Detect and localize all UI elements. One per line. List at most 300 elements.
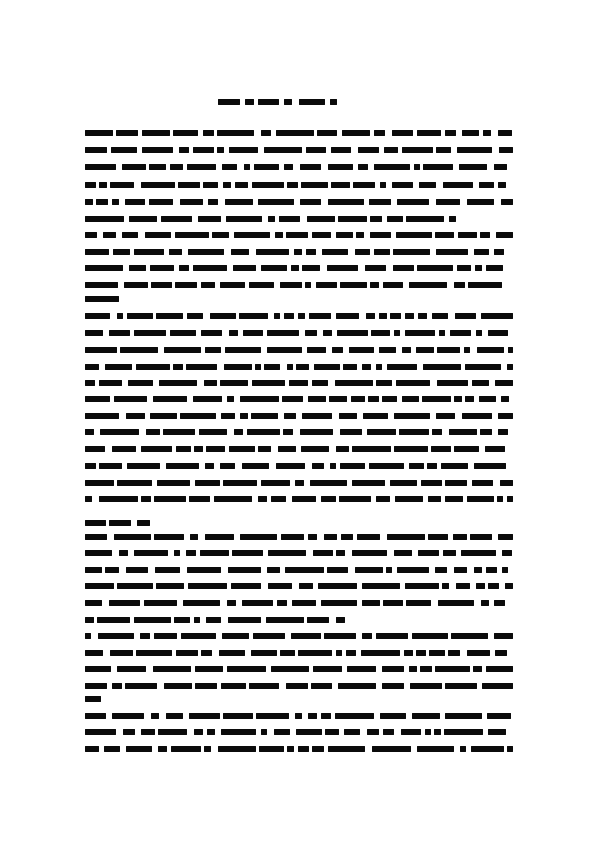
word-block xyxy=(180,413,216,419)
word-block xyxy=(438,600,474,606)
text-line xyxy=(0,583,595,589)
word-block xyxy=(376,633,408,639)
word-block xyxy=(296,729,322,735)
word-block xyxy=(195,683,217,689)
word-block xyxy=(479,396,496,402)
word-block xyxy=(445,496,463,502)
word-block xyxy=(254,164,279,170)
word-block xyxy=(418,313,427,319)
word-block xyxy=(352,480,385,486)
word-block xyxy=(431,446,451,452)
word-block xyxy=(117,480,152,486)
word-block xyxy=(307,617,329,623)
word-block xyxy=(205,347,221,353)
word-block xyxy=(396,232,432,238)
word-block xyxy=(234,232,270,238)
word-block xyxy=(150,413,177,419)
word-block xyxy=(474,249,489,255)
word-block xyxy=(453,534,467,540)
word-block xyxy=(421,480,442,486)
word-block xyxy=(136,650,172,656)
word-block xyxy=(85,696,101,702)
word-block xyxy=(470,534,492,540)
word-block xyxy=(286,683,308,689)
word-block xyxy=(307,347,326,353)
word-block xyxy=(124,282,148,288)
word-block xyxy=(374,130,385,136)
word-block xyxy=(365,265,386,271)
word-block xyxy=(392,130,413,136)
word-block xyxy=(220,282,245,288)
word-block xyxy=(458,232,477,238)
word-block xyxy=(113,249,130,255)
word-block xyxy=(85,130,113,136)
word-block xyxy=(380,182,386,188)
word-block xyxy=(85,413,119,419)
word-block xyxy=(488,583,499,589)
word-block xyxy=(276,130,314,136)
word-block xyxy=(181,633,216,639)
word-block xyxy=(187,567,221,573)
word-block xyxy=(258,99,279,105)
word-block xyxy=(85,534,107,540)
word-block xyxy=(227,666,266,672)
word-block xyxy=(271,496,286,502)
text-line xyxy=(0,520,595,526)
word-block xyxy=(258,496,267,502)
word-block xyxy=(298,650,332,656)
word-block xyxy=(85,249,109,255)
word-block xyxy=(305,282,311,288)
word-block xyxy=(464,347,470,353)
word-block xyxy=(100,429,139,435)
word-block xyxy=(356,232,364,238)
word-block xyxy=(445,130,456,136)
word-block xyxy=(85,282,118,288)
word-block xyxy=(397,567,429,573)
word-block xyxy=(353,182,375,188)
word-block xyxy=(256,249,289,255)
word-block xyxy=(141,496,151,502)
word-block xyxy=(282,396,303,402)
text-line xyxy=(0,130,595,136)
word-block xyxy=(222,164,237,170)
word-block xyxy=(153,396,187,402)
word-block xyxy=(472,480,493,486)
text-line xyxy=(0,683,595,689)
word-block xyxy=(146,429,160,435)
text-line xyxy=(0,463,595,469)
word-block xyxy=(85,683,107,689)
word-block xyxy=(498,130,512,136)
word-block xyxy=(363,413,388,419)
word-block xyxy=(392,182,413,188)
word-block xyxy=(336,650,342,656)
word-block xyxy=(457,265,471,271)
word-block xyxy=(459,164,487,170)
word-block xyxy=(134,249,164,255)
word-block xyxy=(362,364,371,370)
word-block xyxy=(223,713,253,719)
word-block xyxy=(494,600,505,606)
word-block xyxy=(367,729,379,735)
word-block xyxy=(193,147,214,153)
word-block xyxy=(435,567,447,573)
text-line xyxy=(0,567,595,573)
word-block xyxy=(199,429,227,435)
word-block xyxy=(475,265,482,271)
word-block xyxy=(369,463,404,469)
word-block xyxy=(307,216,335,222)
word-block xyxy=(194,446,203,452)
word-block xyxy=(355,567,383,573)
text-line xyxy=(0,666,595,672)
word-block xyxy=(229,147,258,153)
word-block xyxy=(85,396,110,402)
word-block xyxy=(409,282,447,288)
word-block xyxy=(371,330,390,336)
word-block xyxy=(387,534,425,540)
word-block xyxy=(412,633,448,639)
word-block xyxy=(174,550,180,556)
text-line xyxy=(0,413,595,419)
word-block xyxy=(335,713,374,719)
word-block xyxy=(126,567,148,573)
word-block xyxy=(149,199,173,205)
word-block xyxy=(242,463,269,469)
word-block xyxy=(443,550,456,556)
word-block xyxy=(370,216,382,222)
word-block xyxy=(450,330,471,336)
word-block xyxy=(361,650,400,656)
word-block xyxy=(289,380,308,386)
word-block xyxy=(472,380,489,386)
word-block xyxy=(221,413,235,419)
word-block xyxy=(251,650,277,656)
word-block xyxy=(283,429,293,435)
word-block xyxy=(501,396,509,402)
word-block xyxy=(239,313,268,319)
word-block xyxy=(245,99,254,105)
word-block xyxy=(436,147,451,153)
word-block xyxy=(436,249,468,255)
word-block xyxy=(120,347,158,353)
word-block xyxy=(204,746,211,752)
word-block xyxy=(362,633,372,639)
word-block xyxy=(188,583,227,589)
word-block xyxy=(112,683,122,689)
word-block xyxy=(125,683,157,689)
word-block xyxy=(341,534,353,540)
word-block xyxy=(439,330,445,336)
word-block xyxy=(445,713,482,719)
text-line xyxy=(0,696,595,702)
word-block xyxy=(394,330,400,336)
word-block xyxy=(474,567,482,573)
word-block xyxy=(240,534,277,540)
word-block xyxy=(352,446,391,452)
word-block xyxy=(454,567,467,573)
word-block xyxy=(277,600,287,606)
word-block xyxy=(329,396,347,402)
word-block xyxy=(287,364,293,370)
word-block xyxy=(486,265,503,271)
word-block xyxy=(225,347,261,353)
text-line xyxy=(0,313,595,319)
word-block xyxy=(308,713,317,719)
word-block xyxy=(410,683,442,689)
word-block xyxy=(158,746,167,752)
word-block xyxy=(122,164,146,170)
word-block xyxy=(445,480,467,486)
word-block xyxy=(332,347,343,353)
word-block xyxy=(85,313,110,319)
word-block xyxy=(396,380,430,386)
word-block xyxy=(85,265,123,271)
word-block xyxy=(151,713,159,719)
word-block xyxy=(488,330,508,336)
word-block xyxy=(486,567,497,573)
word-block xyxy=(210,313,236,319)
word-block xyxy=(98,633,134,639)
word-block xyxy=(127,463,160,469)
word-block xyxy=(85,650,103,656)
word-block xyxy=(193,396,222,402)
word-block xyxy=(233,265,256,271)
word-block xyxy=(141,729,155,735)
word-block xyxy=(362,600,380,606)
word-block xyxy=(298,313,305,319)
word-block xyxy=(157,480,190,486)
word-block xyxy=(336,313,359,319)
word-block xyxy=(409,463,424,469)
word-block xyxy=(251,413,278,419)
word-block xyxy=(436,413,455,419)
word-block xyxy=(308,534,317,540)
word-block xyxy=(117,583,153,589)
word-block xyxy=(302,413,332,419)
word-block xyxy=(161,216,192,222)
text-line xyxy=(0,380,595,386)
word-block xyxy=(255,364,261,370)
word-block xyxy=(122,232,138,238)
word-block xyxy=(85,567,102,573)
word-block xyxy=(336,446,349,452)
word-block xyxy=(231,583,261,589)
word-block xyxy=(212,232,229,238)
word-block xyxy=(309,313,331,319)
text-line xyxy=(0,232,595,238)
word-block xyxy=(301,446,329,452)
word-block xyxy=(494,633,513,639)
word-block xyxy=(112,713,144,719)
word-block xyxy=(109,520,131,526)
word-block xyxy=(126,413,145,419)
word-block xyxy=(314,364,340,370)
word-block xyxy=(308,396,326,402)
word-block xyxy=(296,364,309,370)
word-block xyxy=(116,130,138,136)
text-line xyxy=(0,534,595,540)
text-line xyxy=(0,330,595,336)
word-block xyxy=(347,666,376,672)
text-line xyxy=(0,550,595,556)
word-block xyxy=(336,232,353,238)
word-block xyxy=(418,550,439,556)
word-block xyxy=(159,380,197,386)
word-block xyxy=(404,650,413,656)
word-block xyxy=(292,600,316,606)
word-block xyxy=(302,265,320,271)
word-block xyxy=(205,463,214,469)
word-block xyxy=(126,746,152,752)
word-block xyxy=(467,199,494,205)
word-block xyxy=(151,282,172,288)
word-block xyxy=(163,429,195,435)
word-block xyxy=(136,364,170,370)
text-line xyxy=(0,199,595,205)
text-line xyxy=(0,446,595,452)
word-block xyxy=(336,550,345,556)
word-block xyxy=(397,199,429,205)
word-block xyxy=(402,396,419,402)
word-block xyxy=(507,364,513,370)
word-block xyxy=(156,313,183,319)
word-block xyxy=(476,583,485,589)
word-block xyxy=(393,265,414,271)
word-block xyxy=(187,313,203,319)
word-block xyxy=(330,463,336,469)
word-block xyxy=(401,729,421,735)
word-block xyxy=(221,729,256,735)
text-line xyxy=(0,296,595,302)
text-line xyxy=(0,617,595,623)
word-block xyxy=(105,364,132,370)
word-block xyxy=(141,446,172,452)
word-block xyxy=(501,199,513,205)
word-block xyxy=(299,583,313,589)
word-block xyxy=(99,496,138,502)
word-block xyxy=(362,583,400,589)
word-block xyxy=(486,666,513,672)
word-block xyxy=(488,729,506,735)
word-block xyxy=(498,413,513,419)
word-block xyxy=(443,182,473,188)
word-block xyxy=(330,99,337,105)
word-block xyxy=(174,617,190,623)
word-block xyxy=(200,550,229,556)
word-block xyxy=(259,746,284,752)
word-block xyxy=(198,216,221,222)
word-block xyxy=(429,650,445,656)
word-block xyxy=(252,380,285,386)
word-block xyxy=(442,583,449,589)
word-block xyxy=(281,534,304,540)
word-block xyxy=(441,463,468,469)
word-block xyxy=(99,380,122,386)
word-block xyxy=(154,534,184,540)
word-block xyxy=(171,746,201,752)
word-block xyxy=(336,617,345,623)
word-block xyxy=(206,617,221,623)
word-block xyxy=(243,330,263,336)
word-block xyxy=(258,446,271,452)
word-block xyxy=(428,496,441,502)
word-block xyxy=(240,413,248,419)
word-block xyxy=(473,666,482,672)
word-block xyxy=(252,182,284,188)
word-block xyxy=(370,232,391,238)
word-block xyxy=(295,713,302,719)
word-block xyxy=(99,182,107,188)
word-block xyxy=(166,463,199,469)
word-block xyxy=(324,534,337,540)
word-block xyxy=(322,249,348,255)
word-block xyxy=(268,583,292,589)
word-block xyxy=(187,164,216,170)
word-block xyxy=(406,216,444,222)
word-block xyxy=(274,729,290,735)
word-block xyxy=(306,147,326,153)
word-block xyxy=(349,347,374,353)
word-block xyxy=(85,199,93,205)
text-line xyxy=(0,182,595,188)
word-block xyxy=(339,413,357,419)
word-block xyxy=(327,265,358,271)
word-block xyxy=(85,347,117,353)
text-line xyxy=(0,480,595,486)
word-block xyxy=(387,216,403,222)
word-block xyxy=(376,364,382,370)
word-block xyxy=(186,550,196,556)
word-block xyxy=(298,746,309,752)
word-block xyxy=(454,396,462,402)
word-block xyxy=(285,567,324,573)
word-block xyxy=(201,330,222,336)
word-block xyxy=(201,650,212,656)
word-block xyxy=(480,232,490,238)
word-block xyxy=(382,396,397,402)
word-block xyxy=(355,249,370,255)
word-block xyxy=(195,480,220,486)
word-block xyxy=(423,364,461,370)
word-block xyxy=(383,729,394,735)
word-block xyxy=(499,147,513,153)
word-block xyxy=(232,550,263,556)
word-block xyxy=(508,347,513,353)
word-block xyxy=(231,249,249,255)
word-block xyxy=(145,232,171,238)
word-block xyxy=(179,147,189,153)
word-block xyxy=(218,99,240,105)
word-block xyxy=(267,330,299,336)
word-block xyxy=(218,746,256,752)
word-block xyxy=(445,683,477,689)
word-block xyxy=(481,600,489,606)
word-block xyxy=(96,199,108,205)
word-block xyxy=(154,633,177,639)
text-line xyxy=(0,746,595,752)
word-block xyxy=(382,683,404,689)
word-block xyxy=(417,130,441,136)
word-block xyxy=(449,216,456,222)
word-block xyxy=(427,463,437,469)
text-line xyxy=(0,147,595,153)
word-block xyxy=(346,650,356,656)
word-block xyxy=(457,147,492,153)
word-block xyxy=(444,729,483,735)
word-block xyxy=(85,496,92,502)
